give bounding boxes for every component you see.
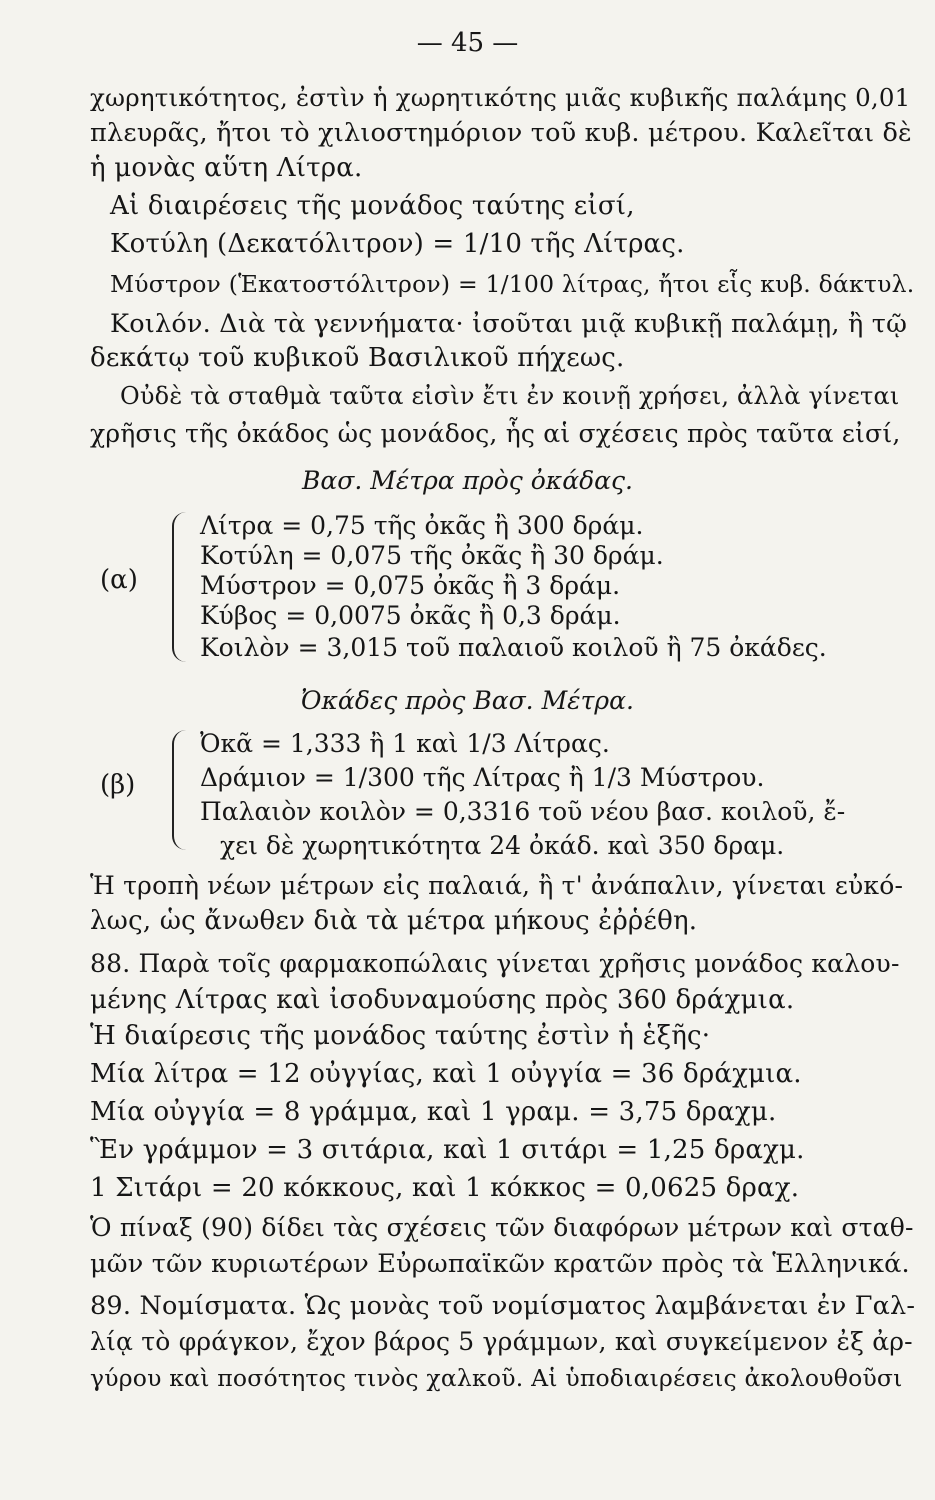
section-a-title: Βασ. Μέτρα πρὸς ὀκάδας. — [302, 466, 633, 495]
equation-line: Δράμιον = 1/300 τῆς Λίτρας ἢ 1/3 Μύστρου. — [200, 763, 765, 792]
text-line: δεκάτῳ τοῦ κυβικοῦ Βασιλικοῦ πήχεως. — [90, 343, 625, 373]
equation-line: Μύστρον = 0,075 ὀκᾶς ἢ 3 δράμ. — [200, 571, 621, 600]
section-b-label: (β) — [100, 770, 136, 800]
text-line: 1 Σιτάρι = 20 κόκκους, καὶ 1 κόκκος = 0,0625 δραχ. — [90, 1173, 800, 1203]
text-line: Κοιλόν. Διὰ τὰ γεννήματα· ἰσοῦται μιᾷ κυβικῇ παλάμῃ, ἢ τῷ — [110, 309, 908, 339]
equation-line: Κοιλὸν = 3,015 τοῦ παλαιοῦ κοιλοῦ ἢ 75 ὀκάδες. — [200, 633, 827, 662]
equation-line: Κύβος = 0,0075 ὀκᾶς ἢ 0,3 δράμ. — [200, 601, 621, 630]
equation-line: Παλαιὸν κοιλὸν = 0,3316 τοῦ νέου βασ. κοιλοῦ, ἔ- — [200, 797, 846, 826]
section-a-brace — [172, 512, 192, 662]
text-line: μένης Λίτρας καὶ ἰσοδυναμούσης πρὸς 360 δράχμια. — [90, 985, 795, 1015]
text-line: Οὐδὲ τὰ σταθμὰ ταῦτα εἰσὶν ἔτι ἐν κοινῇ χρήσει, ἀλλὰ γίνεται — [120, 382, 900, 410]
text-line: Ἡ διαίρεσις τῆς μονάδος ταύτης ἐστὶν ἡ ἑξῆς· — [90, 1021, 711, 1051]
text-line: Ὁ πίναξ (90) δίδει τὰς σχέσεις τῶν διαφόρων μέτρων καὶ σταθ- — [90, 1213, 914, 1242]
text-line: χωρητικότητος, ἐστὶν ἡ χωρητικότης μιᾶς κυβικῆς παλάμης 0,01 — [90, 83, 911, 112]
equation-line: Λίτρα = 0,75 τῆς ὀκᾶς ἢ 300 δράμ. — [200, 511, 644, 540]
text-line: Ἡ τροπὴ νέων μέτρων εἰς παλαιά, ἢ τ' ἀνάπαλιν, γίνεται εὐκό- — [90, 871, 904, 900]
text-line: Κοτύλη (Δεκατόλιτρον) = 1/10 τῆς Λίτρας. — [110, 229, 685, 259]
text-line: 89. Νομίσματα. Ὡς μονὰς τοῦ νομίσματος λαμβάνεται ἐν Γαλ- — [90, 1291, 916, 1321]
page-number: — 45 — — [416, 28, 519, 58]
equation-line: Ὀκᾶ = 1,333 ἢ 1 καὶ 1/3 Λίτρας. — [200, 729, 610, 758]
text-line: μῶν τῶν κυριωτέρων Εὐρωπαϊκῶν κρατῶν πρὸς τὰ Ἑλληνικά. — [90, 1249, 910, 1279]
equation-line: Κοτύλη = 0,075 τῆς ὀκᾶς ἢ 30 δράμ. — [200, 541, 664, 570]
text-line: Μύστρον (Ἑκατοστόλιτρον) = 1/100 λίτρας, ἤτοι εἷς κυβ. δάκτυλ. — [110, 270, 915, 298]
text-line: Αἱ διαιρέσεις τῆς μονάδος ταύτης εἰσί, — [110, 191, 635, 221]
text-line: πλευρᾶς, ἤτοι τὸ χιλιοστημόριον τοῦ κυβ. μέτρου. Καλεῖται δὲ — [90, 118, 912, 148]
text-line: λως, ὡς ἄνωθεν διὰ τὰ μέτρα μήκους ἐῤῥέθη. — [90, 906, 698, 936]
text-line: γύρου καὶ ποσότητος τινὸς χαλκοῦ. Αἱ ὑποδιαιρέσεις ἀκολουθοῦσι — [90, 1364, 903, 1392]
text-line: Ἓν γράμμον = 3 σιτάρια, καὶ 1 σιτάρι = 1,25 δραχμ. — [90, 1135, 805, 1165]
text-line: ἡ μονὰς αὕτη Λίτρα. — [90, 153, 363, 183]
section-b-brace — [172, 730, 192, 850]
section-b-title: Ὀκάδες πρὸς Βασ. Μέτρα. — [301, 686, 634, 715]
text-line: χρῆσις τῆς ὀκάδος ὡς μονάδος, ἧς αἱ σχέσεις πρὸς ταῦτα εἰσί, — [90, 419, 901, 448]
equation-line: χει δὲ χωρητικότητα 24 ὀκάδ. καὶ 350 δραμ. — [220, 831, 785, 860]
text-line: Μία λίτρα = 12 οὐγγίας, καὶ 1 οὐγγία = 36 δράχμια. — [90, 1059, 802, 1089]
section-a-label: (α) — [100, 565, 138, 595]
text-line: λίᾳ τὸ φράγκον, ἔχον βάρος 5 γράμμων, καὶ συγκείμενον ἐξ ἀρ- — [90, 1327, 913, 1356]
text-line: Μία οὐγγία = 8 γράμμα, καὶ 1 γραμ. = 3,75 δραχμ. — [90, 1097, 777, 1127]
text-line: 88. Παρὰ τοῖς φαρμακοπώλαις γίνεται χρῆσις μονάδος καλου- — [90, 949, 900, 978]
